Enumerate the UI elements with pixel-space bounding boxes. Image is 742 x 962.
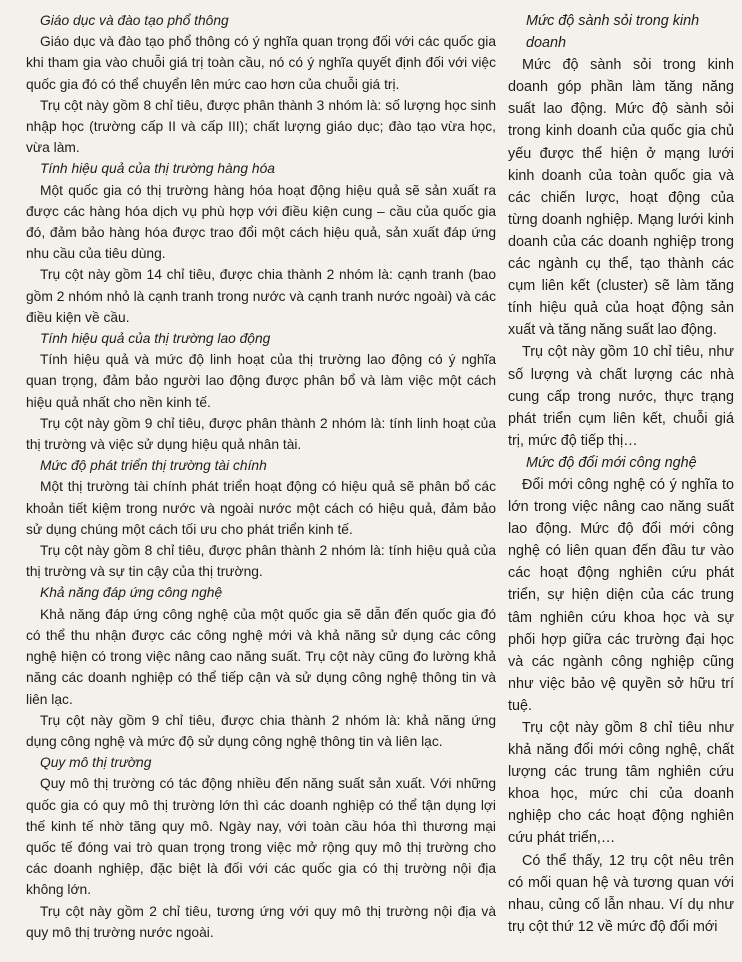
paragraph: Trụ cột này gồm 8 chỉ tiêu, được phân thành 3 nhóm là: số lượng học sinh nhập học (trường cấp II và cấp III); chất lượng giáo dục; đào tạo vừa học, vừa làm. (26, 97, 496, 156)
left-column (26, 10, 496, 943)
section-heading: Mức độ phát triển thị trường tài chính (40, 458, 267, 474)
paragraph: Mức độ sành sỏi trong kinh doanh góp phần làm tăng năng suất lao động. Mức độ sành sỏi trong kinh doanh của quốc gia chủ yếu được thể hiện ở mạng lưới kinh doanh của toàn quốc gia và các chiến lược, hoạt động của từng doanh nghiệp. Mạng lưới kinh doanh của các doanh nghiệp trong các ngành cụ thể, tạo thành các cụm liên kết (cluster) sẽ làm tăng tính hiệu quả của hoạt động sản xuất và tăng năng suất lao động. (508, 57, 734, 339)
section-heading: Mức độ sành sỏi trong kinh doanh (526, 13, 700, 52)
section-heading: Quy mô thị trường (40, 755, 152, 771)
paragraph: Trụ cột này gồm 8 chỉ tiêu, được phân thành 2 nhóm là: tính hiệu quả của thị trường và sự tin cậy của thị trường. (26, 543, 496, 580)
right-column (508, 10, 734, 938)
paragraph: Một thị trường tài chính phát triển hoạt động có hiệu quả sẽ phân bổ các khoản tiết kiệm trong nước và ngoài nước một cách có hiệu quả, đảm bảo sử dụng chúng một cách tối ưu cho phát triển kinh tế. (26, 479, 496, 537)
paragraph: Tính hiệu quả và mức độ linh hoạt của thị trường lao động có ý nghĩa quan trọng, đảm bảo người lao động được phân bổ và làm việc một cách hiệu quả nhất cho nền kinh tế. (26, 352, 496, 410)
paragraph: Trụ cột này gồm 9 chỉ tiêu, được chia thành 2 nhóm là: khả năng ứng dụng công nghệ và mức độ sử dụng công nghệ thông tin và liên lạc. (26, 712, 496, 749)
paragraph: Một quốc gia có thị trường hàng hóa hoạt động hiệu quả sẽ sản xuất ra được các hàng hóa dịch vụ phù hợp với điều kiện cung – cầu của quốc gia đó, đảm bảo hàng hóa được trao đổi một cách hiệu quả, sản xuất đáp ứng nhu cầu của tiêu dùng. (26, 182, 496, 262)
paragraph: Trụ cột này gồm 2 chỉ tiêu, tương ứng với quy mô thị trường nội địa và quy mô thị trường nước ngoài. (26, 903, 496, 940)
paragraph: Trụ cột này gồm 14 chỉ tiêu, được chia thành 2 nhóm là: cạnh tranh (bao gồm 2 nhóm nhỏ là cạnh tranh trong nước và cạnh tranh nước ngoài) và các điều kiện về cầu. (26, 267, 496, 325)
section-heading: Tính hiệu quả của thị trường lao động (40, 331, 271, 347)
paragraph: Quy mô thị trường có tác động nhiều đến năng suất sản xuất. Với những quốc gia có quy mô thị trường lớn thì các doanh nghiệp có thể tận dụng lợi thế kinh tế nhờ tăng quy mô. Ngày nay, với toàn cầu hóa thì thương mại quốc tế đóng vai trò quan trọng trong việc mở rộng quy mô thị trường cho các doanh nghiệp, đặc biệt là đối với các quốc gia có thị trường nội địa không lớn. (26, 776, 496, 898)
section-heading: Tính hiệu quả của thị trường hàng hóa (40, 161, 275, 177)
paragraph: Trụ cột này gồm 9 chỉ tiêu, được phân thành 2 nhóm là: tính linh hoạt của thị trường và việc sử dụng hiệu quả nhân tài. (26, 415, 496, 453)
section-heading: Giáo dục và đào tạo phổ thông (40, 13, 229, 28)
paragraph: Giáo dục và đào tạo phổ thông có ý nghĩa quan trọng đối với các quốc gia khi tham gia vào chuỗi giá trị toàn cầu, nó có ý nghĩa quyết định đối với việc quốc gia đó có thể chuyển lên mức cao hơn của chuỗi giá trị. (26, 34, 496, 92)
paragraph: Có thể thấy, 12 trụ cột nêu trên có mối quan hệ và tương quan với nhau, củng cố lẫn nhau. Ví dụ như trụ cột thứ 12 về mức độ đổi mới (508, 852, 734, 935)
paragraph: Khả năng đáp ứng công nghệ của một quốc gia sẽ dẫn đến quốc gia đó có thể thu nhận được các công nghệ mới và khả năng sử dụng các công nghệ hiện có trong việc nâng cao năng suất. Trụ cột này cũng đo lường khả năng các doanh nghiệp có thể tiếp cận và sử dụng công nghệ thông tin và liên lạc. (26, 606, 496, 707)
section-heading: Khả năng đáp ứng công nghệ (40, 585, 223, 601)
paragraph: Trụ cột này gồm 8 chỉ tiêu như khả năng đổi mới công nghệ, chất lượng các trung tâm nghiên cứu khoa học, mức chi của doanh nghiệp cho các hoạt động nghiên cứu phát triển,… (508, 720, 734, 847)
paragraph: Trụ cột này gồm 10 chỉ tiêu, như số lượng và chất lượng các nhà cung cấp trong nước, thực trạng phát triển cụm liên kết, chuỗi giá trị, mức độ tiếp thị… (508, 344, 734, 449)
paragraph: Đổi mới công nghệ có ý nghĩa to lớn trong việc nâng cao năng suất lao động. Mức độ đổi mới công nghệ có liên quan đến đầu tư vào các hoạt động nghiên cứu phát triển, sự hiện diện của các trung tâm nghiên cứu khoa học và sự phối hợp giữa các trường đại học và các ngành công nghiệp cũng như việc bảo vệ quyền sở hữu trí tuệ. (508, 476, 734, 714)
section-heading: Mức độ đổi mới công nghệ (526, 454, 697, 471)
